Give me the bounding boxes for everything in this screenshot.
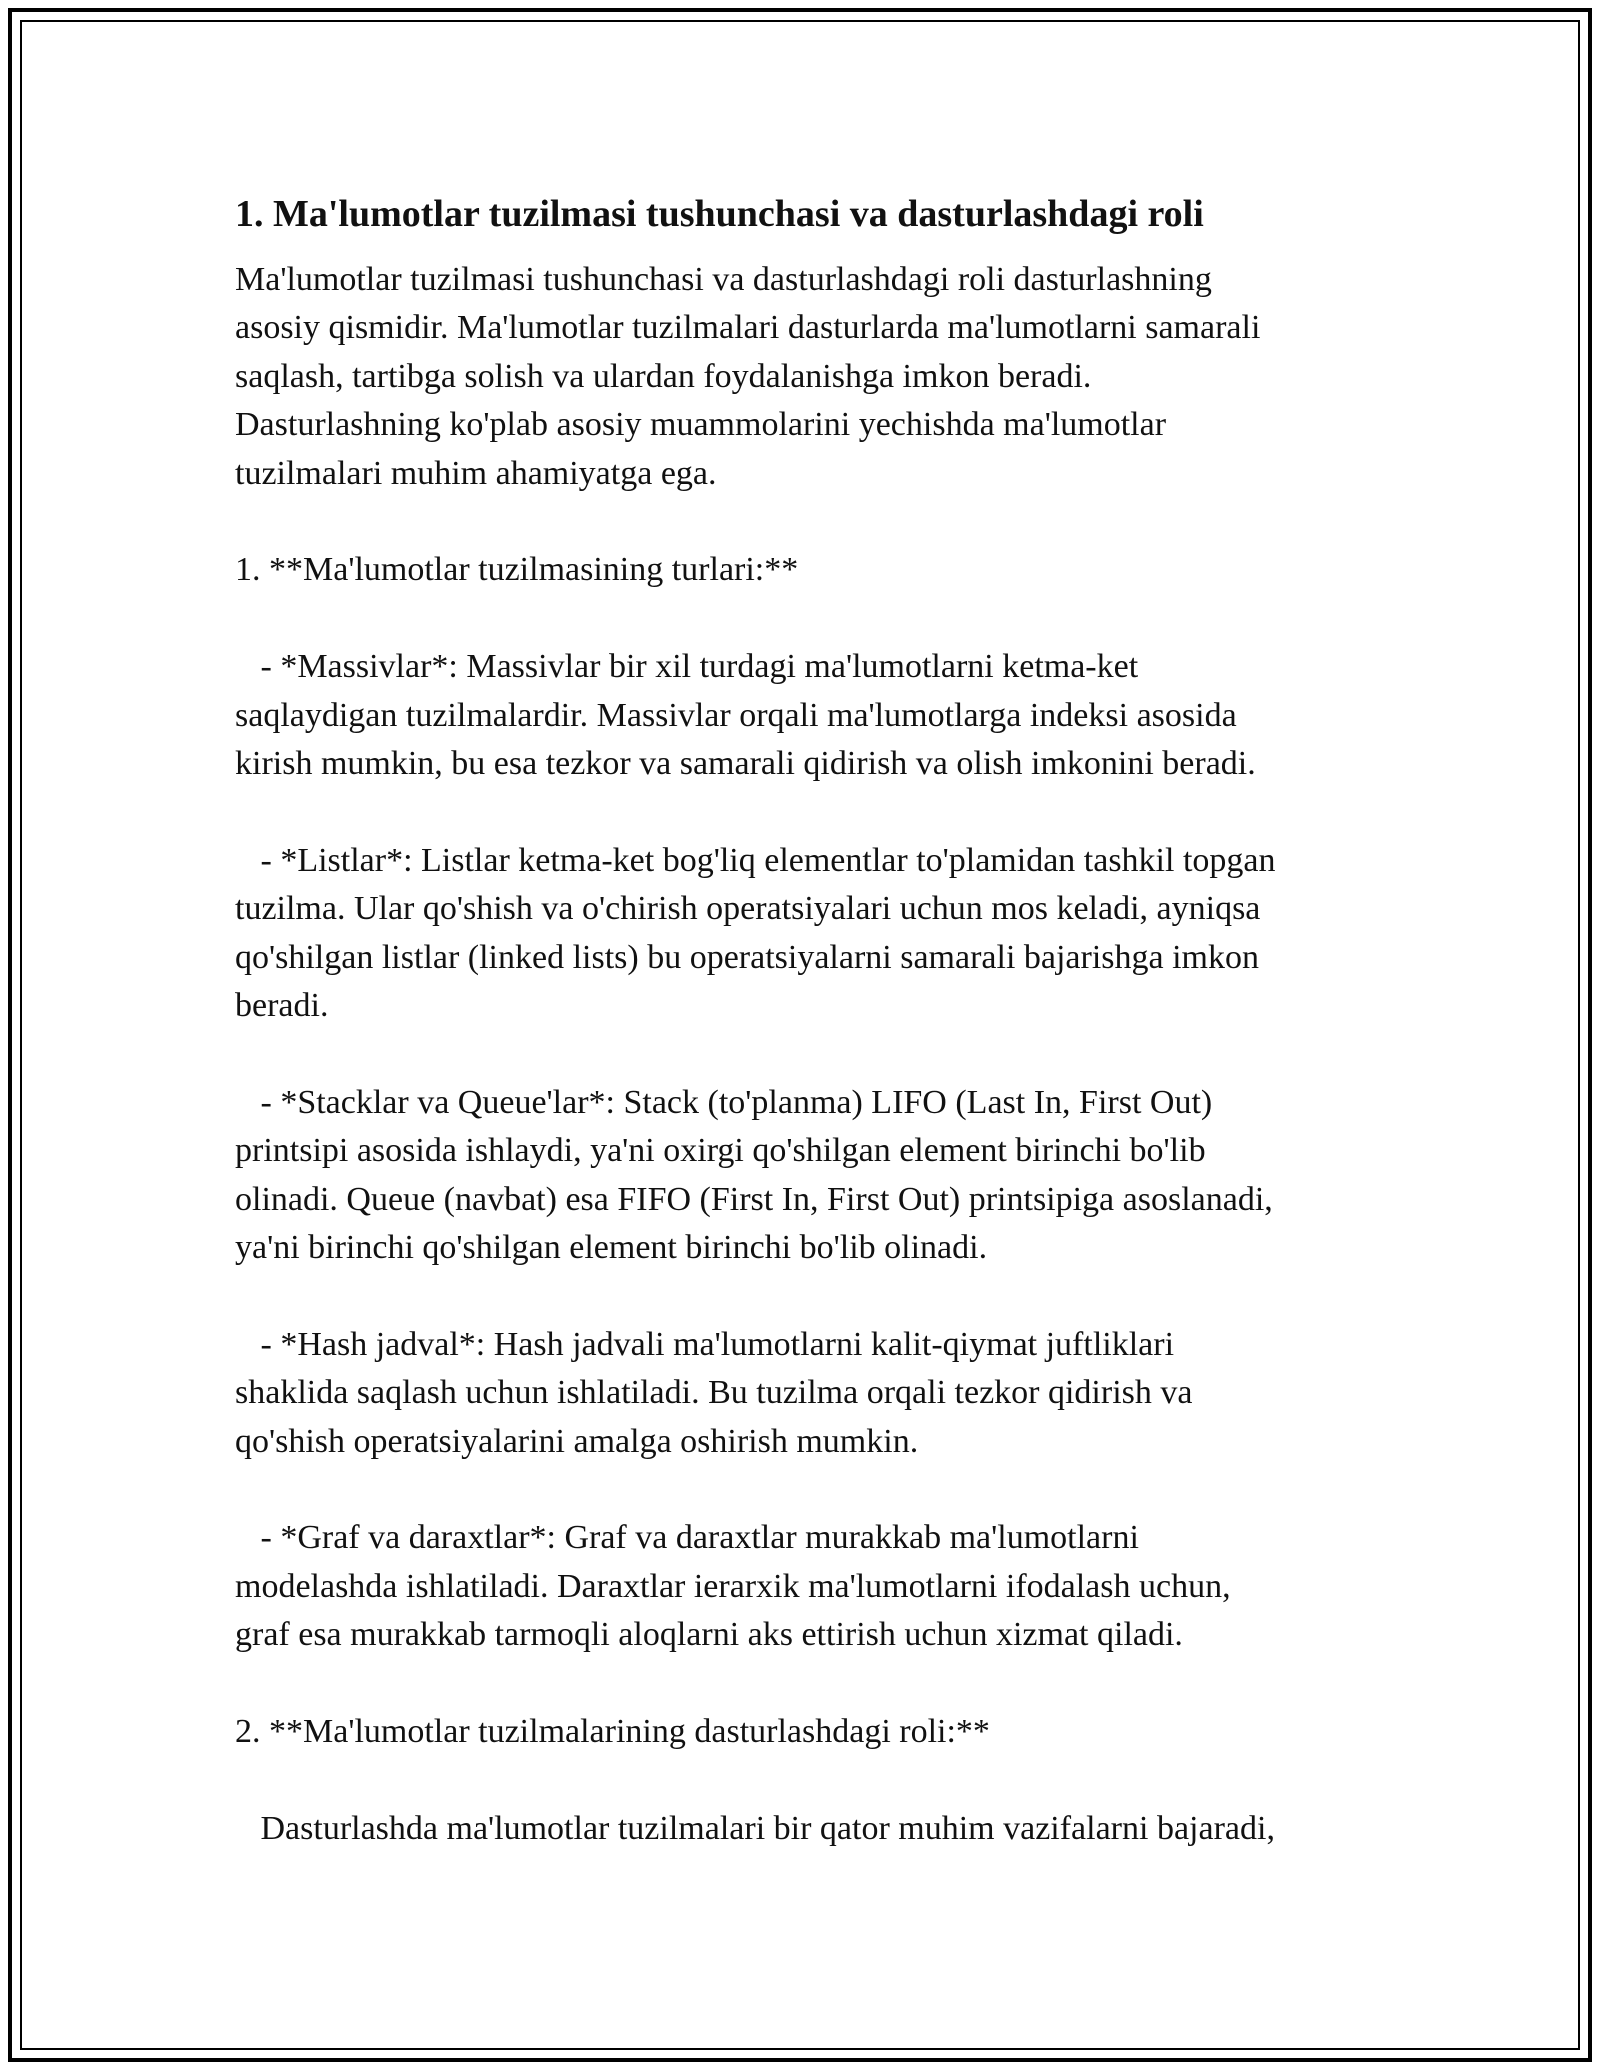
paragraph-spacer [235, 1660, 1395, 1708]
paragraph-spacer [235, 1030, 1395, 1078]
list-item-arrays: - *Massivlar*: Massivlar bir xil turdagi ma'lumotlarni ketma-ket saqlaydigan tuzilmalardir. Massivlar orqali ma'lumotlarga indeksi asosida kirish mumkin, bu esa tezkor va samarali qidirish va olish imkonini beradi. [235, 648, 1256, 783]
paragraph-spacer [235, 788, 1395, 836]
paragraph-spacer [235, 1466, 1395, 1514]
list-item-stacks-queues: - *Stacklar va Queue'lar*: Stack (to'planma) LIFO (Last In, First Out) printsipi asosida ishlaydi, ya'ni oxirgi qo'shilgan element birinchi bo'lib olinadi. Queue (navbat) esa FIFO (First In, First Out) printsipiga asoslanadi, ya'ni birinchi qo'shilgan element birinchi bo'lib olinadi. [235, 1083, 1273, 1267]
section-heading: 1. Ma'lumotlar tuzilmasi tushunchasi va dasturlashdagi roli [235, 193, 1204, 235]
list-heading-types: 1. **Ma'lumotlar tuzilmasining turlari:** [235, 551, 799, 589]
paragraph-spacer [235, 498, 1395, 546]
role-paragraph: Dasturlashda ma'lumotlar tuzilmalari bir qator muhim vazifalarni bajaradi, [235, 1809, 1275, 1847]
list-item-graphs-trees: - *Graf va daraxtlar*: Graf va daraxtlar murakkab ma'lumotlarni modelashda ishlatiladi. Daraxtlar ierarxik ma'lumotlarni ifodalash uchun, graf esa murakkab tarmoqli aloqlarni aks ettirish uchun xizmat qiladi. [235, 1519, 1231, 1654]
intro-paragraph: Ma'lumotlar tuzilmasi tushunchasi va dasturlashdagi roli dasturlashning asosiy qismidir. Ma'lumotlar tuzilmalari dasturlarda ma'lumotlarni samarali saqlash, tartibga solish va ulardan foydalanishga imkon beradi. Dasturlashning ko'plab asosiy muammolarini yechishda ma'lumotlar tuzilmalari muhim ahamiyatga ega. [235, 261, 1261, 492]
list-item-hash-table: - *Hash jadval*: Hash jadvali ma'lumotlarni kalit-qiymat juftliklari shaklida saqlash uchun ishlatiladi. Bu tuzilma orqali tezkor qidirish va qo'shish operatsiyalarini amalga oshirish mumkin. [235, 1325, 1193, 1460]
paragraph-spacer [235, 1272, 1395, 1320]
list-heading-role: 2. **Ma'lumotlar tuzilmalarining dasturlashdagi roli:** [235, 1713, 990, 1751]
paragraph-spacer [235, 1756, 1395, 1804]
list-item-lists: - *Listlar*: Listlar ketma-ket bog'liq elementlar to'plamidan tashkil topgan tuzilma. Ular qo'shish va o'chirish operatsiyalari uchun mos keladi, ayniqsa qo'shilgan listlar (linked lists) bu operatsiyalarni samarali bajarishga imkon beradi. [235, 841, 1276, 1025]
paragraph-spacer [235, 595, 1395, 643]
document-body [235, 190, 1395, 1853]
